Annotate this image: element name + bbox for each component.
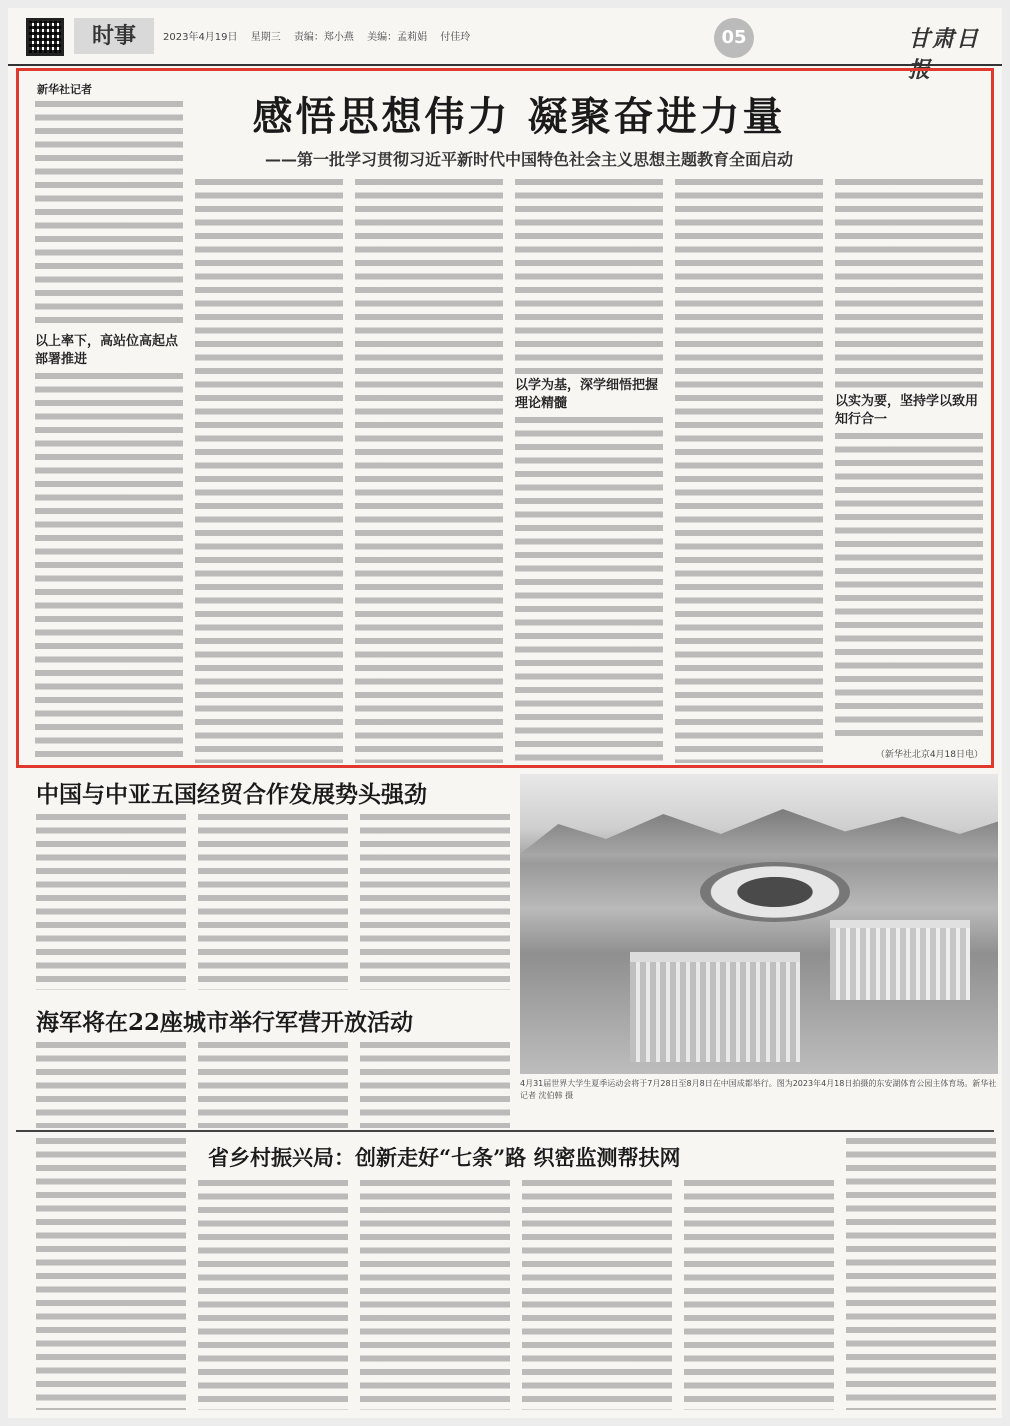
text-column [198, 1042, 348, 1128]
article-byline: 新华社记者 [37, 83, 92, 96]
text-column [195, 179, 343, 763]
text-column [36, 1138, 186, 1410]
lead-subtitle: ——第一批学习贯彻习近平新时代中国特色社会主义思想主题教育全面启动 [264, 150, 793, 169]
article3-headline[interactable]: 海军将在22座城市举行军营开放活动 [36, 1009, 414, 1036]
editor-credit: 责编：郑小燕 [293, 32, 354, 43]
text-column [835, 433, 983, 741]
text-column [35, 101, 183, 329]
section-subhead: 以学为基，深学细悟把握理论精髓 [515, 378, 659, 411]
text-column [36, 1042, 186, 1128]
text-column [355, 179, 503, 763]
text-column [360, 814, 510, 990]
issue-weekday: 星期三 [250, 32, 281, 43]
text-column [522, 1180, 672, 1410]
text-column [360, 1042, 510, 1128]
qr-code-icon [26, 18, 64, 56]
newspaper-page [8, 8, 1002, 1418]
issue-date: 2023年4月19日 [163, 32, 238, 43]
mountains-shape [520, 804, 998, 854]
masthead [8, 8, 1002, 83]
text-column [198, 1180, 348, 1410]
section-tab: 时事 [74, 18, 154, 54]
text-column [684, 1180, 834, 1410]
designer-credit: 美编：孟莉娟 [367, 32, 428, 43]
text-column [846, 1138, 996, 1410]
section-subhead: 以上率下，高站位高起点部署推进 [35, 334, 179, 367]
section-subhead: 以实为要，坚持学以致用知行合一 [835, 394, 979, 427]
issue-meta [163, 28, 480, 43]
photo-caption: 4月31届世界大学生夏季运动会将于7月28日至8月8日在中国成都举行。图为2023年4月18日拍摄的东安湖体育公园主体育场。新华社记者 沈伯韩 摄 [520, 1079, 997, 1100]
text-column [515, 179, 663, 374]
section-divider [16, 1130, 994, 1132]
arena-building-shape [630, 952, 800, 1062]
text-column [835, 179, 983, 389]
lead-article[interactable] [16, 68, 994, 768]
article2-headline[interactable]: 中国与中亚五国经贸合作发展势头强劲 [36, 781, 427, 808]
text-column [515, 417, 663, 763]
text-column [35, 373, 183, 763]
text-column [36, 814, 186, 990]
article4-headline[interactable]: 省乡村振兴局：创新走好“七条”路 织密监测帮扶网 [208, 1145, 681, 1170]
stadium-photo [520, 774, 998, 1074]
stadium-shape [700, 862, 850, 922]
gym-building-shape [830, 920, 970, 1000]
text-column [198, 814, 348, 990]
newspaper-logo: 甘肃日报 [908, 26, 981, 83]
proof-credit: 付佳玲 [440, 32, 471, 43]
text-column [675, 179, 823, 763]
article-credit: （新华社北京4月18日电） [875, 750, 983, 760]
page-number: 05 [714, 18, 754, 58]
text-column [360, 1180, 510, 1410]
lead-headline: 感悟思想伟力 凝聚奋进力量 [252, 93, 786, 140]
